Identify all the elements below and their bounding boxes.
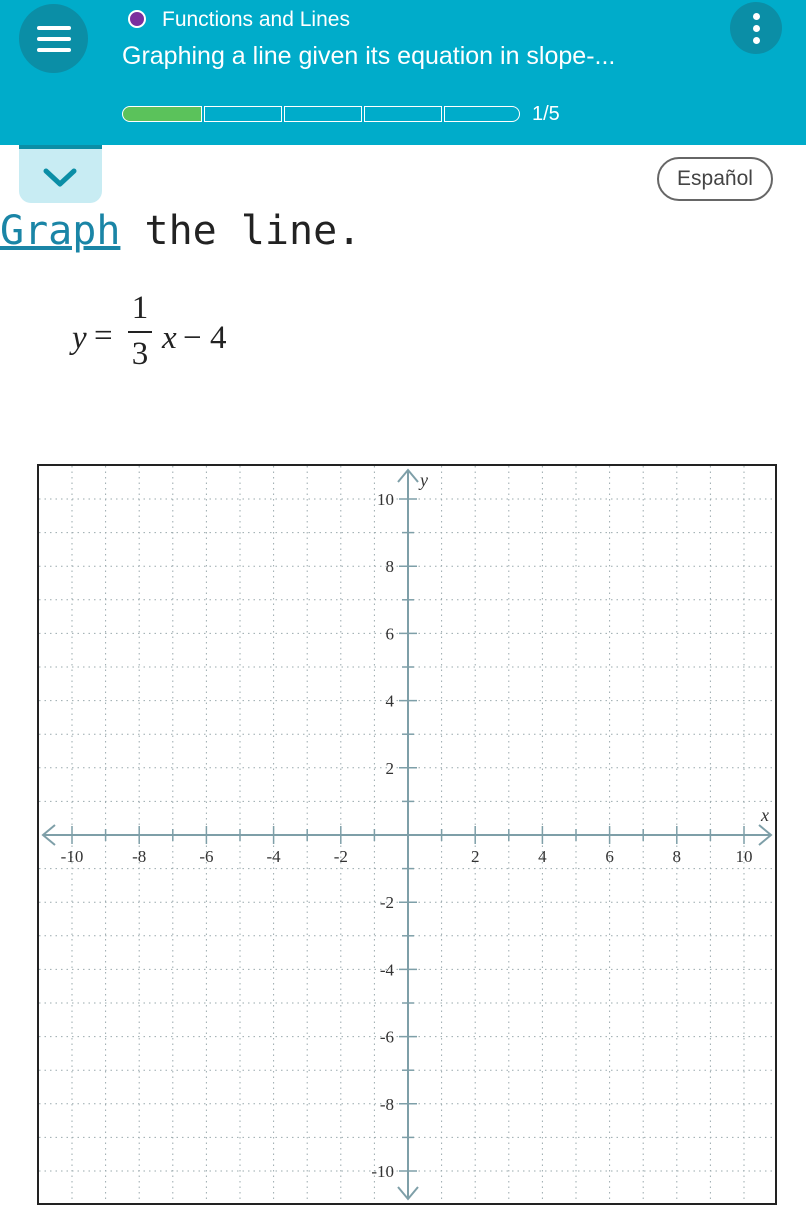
more-vertical-icon-dot [753,37,760,44]
y-tick-label: -10 [371,1162,394,1181]
x-tick-label: -4 [266,847,281,866]
y-tick-label: -6 [379,1027,394,1047]
y-tick-label: 10 [377,490,394,509]
x-tick-label: -8 [132,847,147,866]
x-axis-label: x [761,805,769,825]
y-tick-label: -2 [379,893,394,913]
x-tick-label: -10 [60,847,84,866]
progress-segment [364,106,442,122]
progress-segment [204,106,282,122]
menu-icon-bar [37,48,71,52]
slope-numerator: 1 [131,290,149,326]
collapse-button[interactable] [19,145,102,203]
more-vertical-icon-dot [753,25,760,32]
y-tick-label: 8 [385,557,394,577]
equation-variable: x [162,320,177,356]
instruction-rest: the line. [120,208,362,254]
menu-icon [37,26,71,30]
topic-status-icon [128,10,146,28]
equation-lhs: y [72,320,87,356]
x-tick-label: 4 [538,847,547,866]
equation-equals: = [94,318,113,354]
x-tick-label: 2 [470,847,480,866]
lesson-title: Graphing a line given its equation in slope-... [122,42,616,70]
progress-segment [122,106,202,122]
x-tick-label: -2 [333,847,348,866]
x-tick-label: 6 [605,847,614,866]
slope-denominator: 3 [131,336,149,372]
graph-canvas[interactable] [37,464,777,1205]
topic-title: Functions and Lines [162,8,350,31]
instruction-text [0,208,361,254]
x-tick-label: -6 [199,847,214,866]
y-axis-label: y [420,470,428,490]
graph-glossary-link[interactable]: Graph [0,208,121,254]
language-toggle-button[interactable]: Español [657,157,773,201]
progress-segment [284,106,362,122]
progress-segment [444,106,520,122]
y-tick-label: -4 [379,960,394,980]
progress-count: 1/5 [532,103,560,125]
more-vertical-icon [753,13,760,20]
y-tick-label: -8 [379,1094,394,1114]
menu-icon-bar [37,37,71,41]
equation-operator: − [183,320,202,356]
header [0,0,806,145]
x-tick-label: 8 [672,847,682,866]
y-tick-label: 4 [385,691,394,711]
menu-button[interactable] [19,4,88,73]
coordinate-plane[interactable] [39,466,775,1203]
x-tick-label: 10 [735,847,753,866]
more-options-button[interactable] [730,2,782,54]
equation-constant: 4 [210,320,227,356]
y-tick-label: 2 [385,758,394,778]
chevron-down-icon [19,149,102,203]
y-tick-label: 6 [385,624,394,644]
fraction-bar [128,331,152,333]
